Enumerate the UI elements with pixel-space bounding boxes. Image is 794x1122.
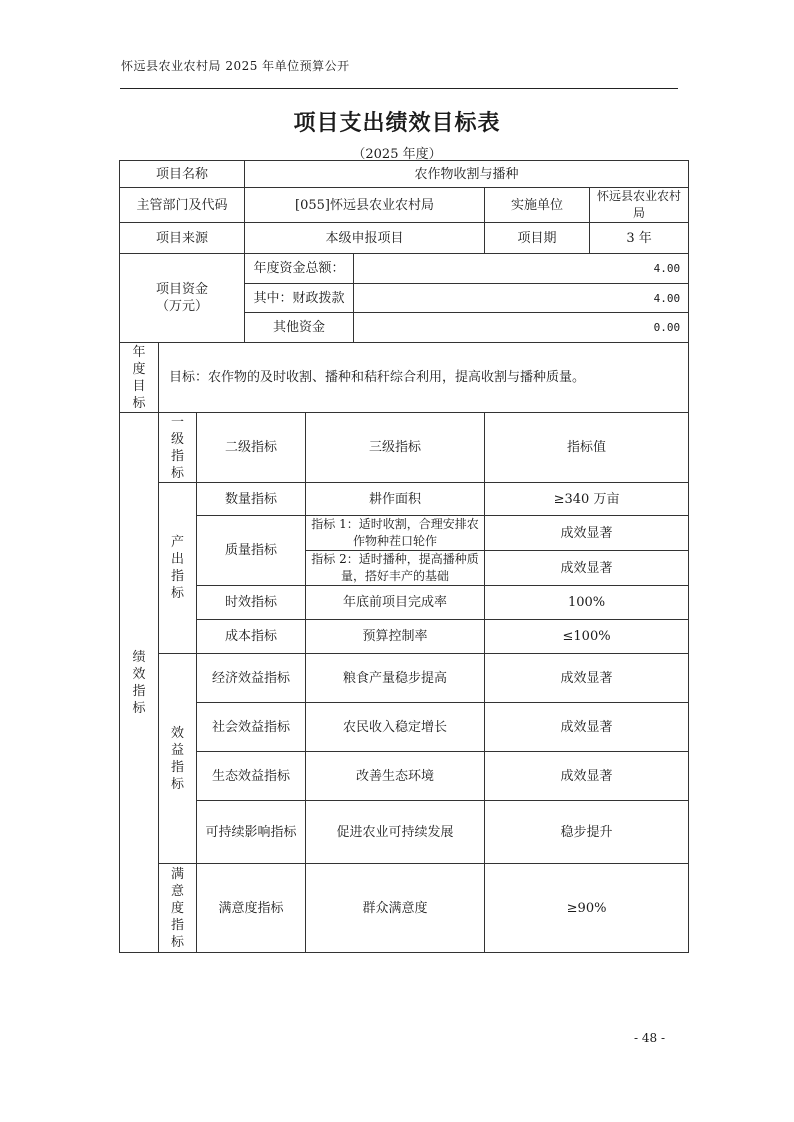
timeliness-level2: 时效指标: [197, 586, 306, 620]
ecological-level3: 改善生态环境: [306, 752, 485, 801]
social-level3: 农民收入稳定增长: [306, 703, 485, 752]
project-source-label: 项目来源: [120, 223, 245, 254]
cost-value: ≤100%: [485, 620, 689, 654]
source-row: [120, 223, 689, 254]
table-row: [120, 864, 689, 953]
quality-level2: 质量指标: [197, 516, 306, 586]
department-row: [120, 188, 689, 223]
cost-level2: 成本指标: [197, 620, 306, 654]
funds-fiscal-label: 其中：财政拨款: [245, 284, 354, 313]
table-row: [120, 586, 689, 620]
running-header: 怀远县农业农村局 2025 年单位预算公开: [121, 59, 350, 73]
quality-2-level3: 指标 2：适时播种，提高播种质量，搭好丰产的基础: [306, 551, 485, 586]
table-row: [120, 620, 689, 654]
social-level2: 社会效益指标: [197, 703, 306, 752]
satisfaction-indicator-label: 满意度指标: [170, 866, 184, 950]
quantity-value: ≥340 万亩: [485, 483, 689, 516]
annual-goal-row: [120, 343, 689, 413]
annual-goal-text: 目标：农作物的及时收割、播种和秸秆综合利用，提高收割与播种质量。: [159, 343, 689, 413]
quality-1-value: 成效显著: [485, 516, 689, 551]
economic-value: 成效显著: [485, 654, 689, 703]
quality-2-value: 成效显著: [485, 551, 689, 586]
project-name-label: 项目名称: [120, 161, 245, 188]
implementing-unit-label: 实施单位: [485, 188, 590, 223]
table-row: [120, 654, 689, 703]
table-row: [120, 703, 689, 752]
sustainable-level2: 可持续影响指标: [197, 801, 306, 864]
economic-level3: 粮食产量稳步提高: [306, 654, 485, 703]
quality-1-level3: 指标 1：适时收割，合理安排农作物种茬口轮作: [306, 516, 485, 551]
project-period-label: 项目期: [485, 223, 590, 254]
table-row: [120, 801, 689, 864]
level3-header: 三级指标: [306, 413, 485, 483]
funds-label: 项目资金（万元）: [120, 254, 245, 343]
quantity-level3: 耕作面积: [306, 483, 485, 516]
funds-fiscal-value: 4.00: [354, 284, 689, 313]
table-row: [120, 752, 689, 801]
value-header: 指标值: [485, 413, 689, 483]
timeliness-value: 100%: [485, 586, 689, 620]
page-title: 项目支出绩效目标表: [293, 110, 501, 136]
benefit-indicator-label: 效益指标: [170, 725, 184, 792]
output-indicator-label: 产出指标: [170, 535, 184, 601]
funds-other-label: 其他资金: [245, 313, 354, 343]
ecological-value: 成效显著: [485, 752, 689, 801]
satisfaction-value: ≥90%: [485, 864, 689, 953]
header-divider: [120, 88, 678, 89]
implementing-unit-value: 怀远县农业农村局: [590, 188, 689, 223]
funds-total-label: 年度资金总额：: [245, 254, 354, 284]
sustainable-value: 稳步提升: [485, 801, 689, 864]
project-name-value: 农作物收割与播种: [245, 161, 689, 188]
table-row: [120, 483, 689, 516]
quantity-level2: 数量指标: [197, 483, 306, 516]
level2-header: 二级指标: [197, 413, 306, 483]
project-source-value: 本级申报项目: [245, 223, 485, 254]
satisfaction-level2: 满意度指标: [197, 864, 306, 953]
performance-indicator-label: 绩效指标: [132, 649, 146, 716]
timeliness-level3: 年底前项目完成率: [306, 586, 485, 620]
funds-total-row: [120, 254, 689, 284]
project-name-row: [120, 161, 689, 188]
annual-goal-label: 年度目标: [132, 344, 146, 411]
economic-level2: 经济效益指标: [197, 654, 306, 703]
year-label: （2025 年度）: [352, 147, 442, 162]
performance-target-table: [119, 160, 689, 953]
indicator-header-row: [120, 413, 689, 483]
funds-total-value: 4.00: [354, 254, 689, 284]
social-value: 成效显著: [485, 703, 689, 752]
cost-level3: 预算控制率: [306, 620, 485, 654]
sustainable-level3: 促进农业可持续发展: [306, 801, 485, 864]
funds-other-value: 0.00: [354, 313, 689, 343]
table-row: [120, 516, 689, 551]
level1-header: 一级指标: [170, 414, 184, 481]
department-label: 主管部门及代码: [120, 188, 245, 223]
ecological-level2: 生态效益指标: [197, 752, 306, 801]
satisfaction-level3: 群众满意度: [306, 864, 485, 953]
project-period-value: 3 年: [590, 223, 689, 254]
department-value: [055]怀远县农业农村局: [245, 188, 485, 223]
page-number: - 48 -: [634, 1031, 666, 1045]
